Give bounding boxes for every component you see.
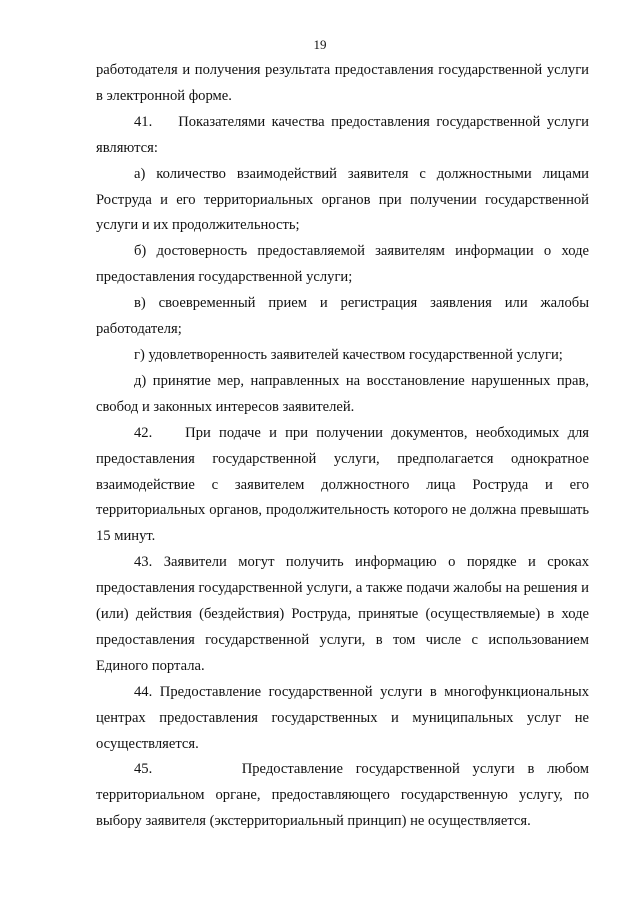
paragraph-44: 44. Предоставление государственной услуги в многофункциональных центрах предоставления государственных и муниципальных услуг не осуществляется. bbox=[96, 683, 589, 752]
paragraph-41-v: в) своевременный прием и регистрация заявления или жалобы работодателя; bbox=[96, 295, 589, 338]
paragraph-41-b: б) достоверность предоставляемой заявителям информации о ходе предоставления государственной услуги; bbox=[96, 243, 589, 286]
paragraph-45: 45. Предоставление государственной услуги в любом территориальном органе, предоставляющего государственную услугу, по выбору заявителя (экстерриториальный принцип) не осуществляется. bbox=[96, 761, 589, 830]
paragraph-41: 41. Показателями качества предоставления государственной услуги являются: bbox=[96, 113, 589, 156]
page-number: 19 bbox=[313, 37, 327, 52]
paragraph-41-d: д) принятие мер, направленных на восстановление нарушенных прав, свобод и законных интересов заявителей. bbox=[96, 372, 589, 415]
paragraph-continuation: работодателя и получения результата предоставления государственной услуги в электронной форме. bbox=[96, 62, 589, 104]
paragraph-41-g: г) удовлетворенность заявителей качеством государственной услуги; bbox=[134, 346, 563, 363]
paragraph-43: 43. Заявители могут получить информацию о порядке и сроках предоставления государственной услуги, а также подачи жалобы на решения и (или) действия (бездействия) Роструда, принятые (осуществляемые) в ходе предоставления государственной услуги, в том числе с использованием Единого портала. bbox=[96, 554, 589, 674]
paragraph-42: 42. При подаче и при получении документов, необходимых для предоставления государственной услуги, предполагается однократное взаимодействие с заявителем должностного лица Роструда и его территориальных органов, продолжительность которого не должна превышать 15 минут. bbox=[96, 424, 589, 545]
document-body bbox=[96, 58, 589, 835]
paragraph-41-a: а) количество взаимодействий заявителя с должностными лицами Роструда и его территориальных органов при получении государственной услуги и их продолжительность; bbox=[96, 165, 589, 234]
